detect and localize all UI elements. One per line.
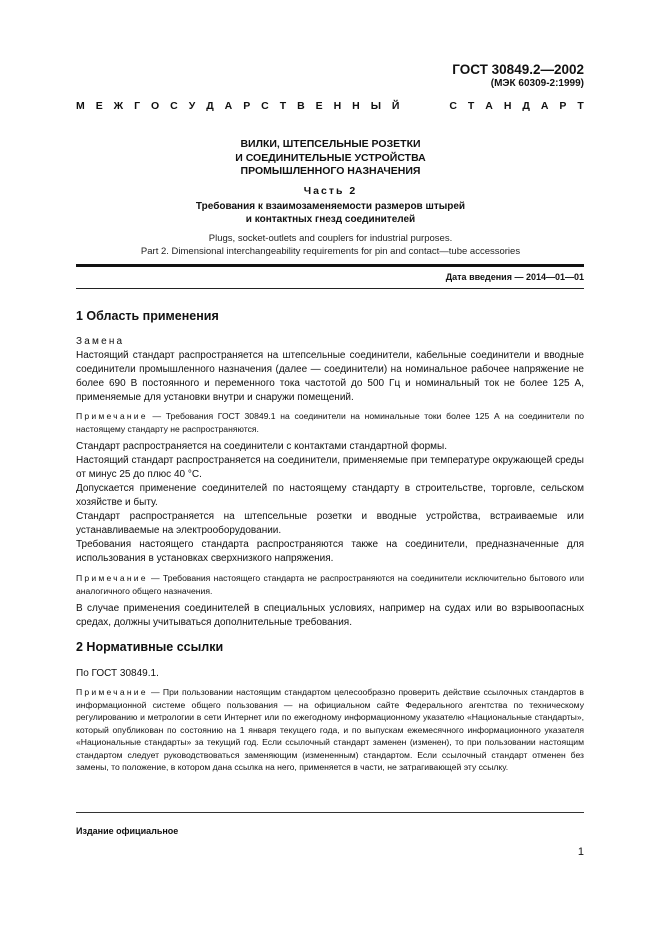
- section-1-paragraph-3: Настоящий стандарт распространяется на соединители, применяемые при температуре окружающей среды от минус 25 до плюс 40 °С.: [76, 455, 584, 480]
- interstate-letter: С: [170, 100, 178, 112]
- section-1-paragraph-1-text: Настоящий стандарт распространяется на штепсельные соединители, кабельные соединители и вводные соединители промышленного назначения (далее — соединители) на номинальное рабочее напряжение не более 690 В постоянного и переменного тока частотой до 500 Гц и номинальный ток не более 125 А, применяемые для установки внутри и снаружи помещений.: [76, 350, 584, 403]
- header-divider: [76, 264, 584, 267]
- footer-divider: [76, 812, 584, 813]
- interstate-letter: Т: [279, 100, 287, 112]
- interstate-letter: В: [297, 100, 305, 112]
- part-label: Часть 2: [303, 185, 358, 197]
- title-line-1: ВИЛКИ, ШТЕПСЕЛЬНЫЕ РОЗЕТКИ: [240, 138, 421, 150]
- standard-letter: Т: [467, 100, 475, 112]
- interstate-letter: Н: [352, 100, 360, 112]
- date-divider: [76, 288, 584, 289]
- replacement-label: Замена: [76, 336, 125, 347]
- standard-letter: А: [540, 100, 549, 112]
- interstate-letter: Ы: [370, 100, 381, 112]
- standard-letter: Н: [503, 100, 512, 112]
- interstate-letter: О: [151, 100, 160, 112]
- interstate-letter: Р: [243, 100, 251, 112]
- iec-standard-number: (МЭК 60309-2:1999): [490, 78, 584, 89]
- standard-letter: Т: [577, 100, 584, 112]
- interstate-letter: Г: [134, 100, 141, 112]
- section-1-paragraph-1: [76, 349, 584, 405]
- section-2-heading: 2 Нормативные ссылки: [76, 640, 224, 654]
- note-2-text: — Требования настоящего стандарта не распространяются на соединители исключительно бытового или аналогичного общего назначения.: [76, 573, 584, 596]
- section-1-paragraph-7: В случае применения соединителей в специальных условиях, например на судах или во взрывоопасных средах, должны учитываться дополнительные требования.: [76, 603, 584, 628]
- english-title-line-2: Part 2. Dimensional interchangeability requirements for pin and contact—tube accessories: [140, 246, 521, 257]
- interstate-letter: М: [76, 100, 85, 112]
- interstate-letter: С: [261, 100, 269, 112]
- interstate-letter: У: [188, 100, 196, 112]
- page-number: 1: [577, 846, 584, 858]
- section-2-paragraph-1: По ГОСТ 30849.1.: [76, 668, 159, 679]
- standard-number: ГОСТ 30849.2—2002: [452, 62, 584, 77]
- section-1-paragraph-6: Требования настоящего стандарта распространяются также на соединители, предназначенные для использования в установках сверхнизкого напряжения.: [76, 539, 584, 564]
- title-line-3: ПРОМЫШЛЕННОГО НАЗНАЧЕНИЯ: [240, 165, 421, 177]
- section-2-note-text: — При пользовании настоящим стандартом целесообразно проверить действие ссылочных стандартов в информационной системе общего пользования — на официальном сайте Федерального агентства по техническому регулированию и метрологии в сети Интернет или по ежегодному информационному указателю «Национальные стандарты», который опубликован по состоянию на 1 января текущего года, и по выпускам ежемесячного информационного указателя «Национальные стандарты» за текущий год. Если ссылочный стандарт заменен (изменен), то при пользовании настоящим стандартом следует руководствоваться заменяющим (измененным) стандартом. Если ссылочный стандарт отменен без замены, то положение, в котором дана ссылка на него, применяется в части, не затрагивающей эту ссылку.: [76, 687, 584, 772]
- standard-letter: Д: [522, 100, 530, 112]
- official-edition-label: Издание официальное: [76, 826, 179, 836]
- note-1-text: — Требования ГОСТ 30849.1 на соединители на номинальные токи более 125 А на соединители по настоящему стандарту не распространяются.: [76, 411, 584, 434]
- interstate-letter: Й: [391, 100, 400, 112]
- interstate-letter: Д: [206, 100, 214, 112]
- section-1-paragraph-4: Допускается применение соединителей по настоящему стандарту в строительстве, торговле, сельском хозяйстве и быту.: [76, 483, 584, 508]
- interstate-letter: Н: [333, 100, 342, 112]
- section-1-note-2: [76, 572, 584, 597]
- introduction-date: Дата введения — 2014—01—01: [445, 272, 584, 282]
- english-title-line-1: Plugs, socket-outlets and couplers for industrial purposes.: [208, 233, 453, 244]
- document-subtitle: [60, 200, 601, 226]
- section-1-heading: 1 Область применения: [76, 309, 219, 323]
- section-1-paragraph-2: Стандарт распространяется на соединители с контактами стандартной формы.: [76, 441, 448, 452]
- subtitle-line-1: Требования к взаимозаменяемости размеров штырей: [195, 201, 466, 212]
- interstate-letter: А: [224, 100, 233, 112]
- document-title: [60, 138, 601, 179]
- title-line-2: И СОЕДИНИТЕЛЬНЫЕ УСТРОЙСТВА: [235, 151, 426, 164]
- section-2-note: [76, 686, 584, 774]
- section-2-note-label: Примечание: [76, 687, 148, 697]
- interstate-word-gap: [410, 100, 438, 112]
- interstate-standard-banner: [76, 100, 584, 112]
- standard-letter: Р: [559, 100, 567, 112]
- note-1-label: Примечание: [76, 411, 148, 421]
- section-1-paragraph-5: Стандарт распространяется на штепсельные розетки и вводные устройства, встраиваемые или устанавливаемые на электрооборудовании.: [76, 511, 584, 536]
- interstate-letter: Е: [315, 100, 323, 112]
- interstate-letter: Е: [95, 100, 103, 112]
- standard-letter: С: [449, 100, 457, 112]
- standard-letter: А: [485, 100, 493, 112]
- interstate-letter: Ж: [113, 100, 124, 112]
- note-2-label: Примечание: [76, 573, 148, 583]
- english-title: [60, 232, 601, 258]
- subtitle-line-2: и контактных гнезд соединителей: [245, 214, 416, 225]
- section-1-note-1: [76, 410, 584, 435]
